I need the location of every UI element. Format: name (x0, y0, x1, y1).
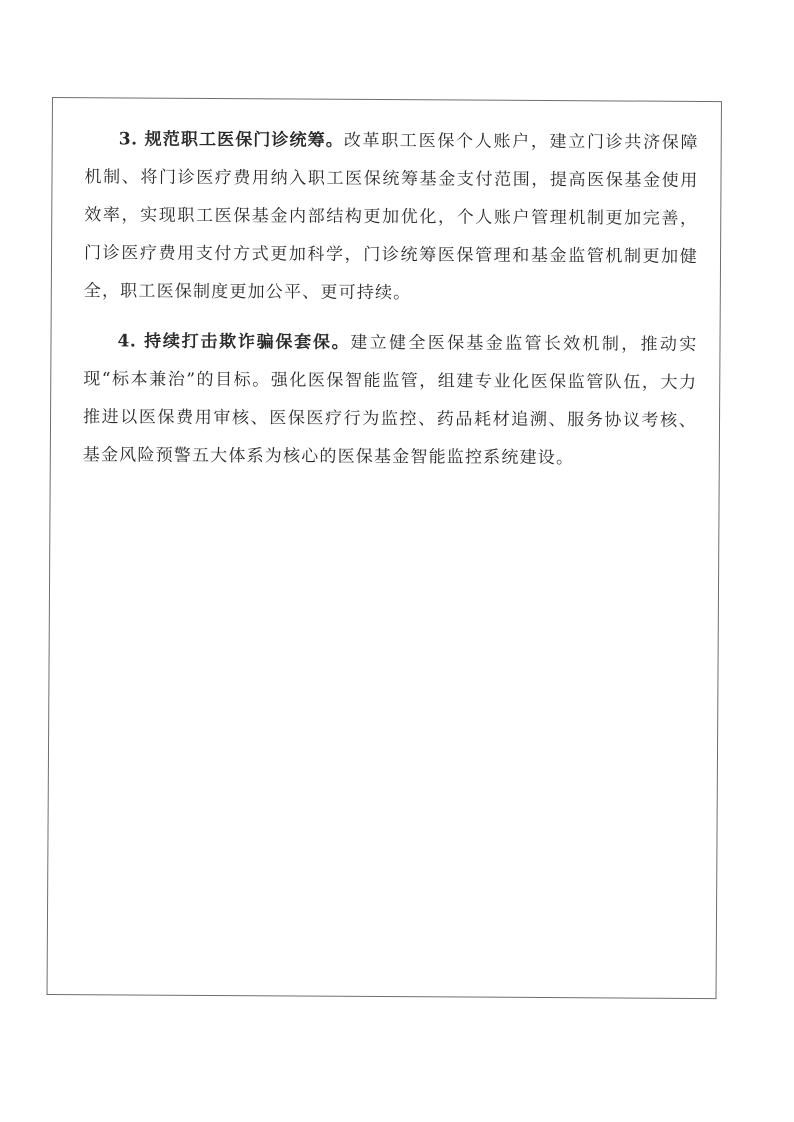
document-body (83, 120, 699, 490)
paragraph-4 (83, 322, 698, 478)
document-frame (47, 97, 722, 999)
paragraph-4-body: 建立健全医保基金监管长效机制，推动实现“标本兼治”的目标。强化医保智能监管，组建专业化医保监管队伍，大力推进以医保费用审核、医保医疗行为监控、药品耗材追溯、服务协议考核、基金风险预警五大体系为核心的医保基金智能监控系统建设。 (82, 332, 698, 469)
paragraph-4-heading: 4. 持续打击欺诈骗保套保。 (117, 331, 351, 353)
paragraph-3-body: 改革职工医保个人账户，建立门诊共济保障机制、将门诊医疗费用纳入职工医保统筹基金支付范围，提高医保基金使用效率，实现职工医保基金内部结构更加优化，个人账户管理机制更加完善，门诊医疗费用支付方式更加科学，门诊统筹医保管理和基金监管机制更加健全，职工医保制度更加公平、更可持续。 (83, 130, 699, 304)
paragraph-3-heading: 3. 规范职工医保门诊统筹。 (118, 129, 344, 151)
paragraph-3 (84, 120, 699, 314)
